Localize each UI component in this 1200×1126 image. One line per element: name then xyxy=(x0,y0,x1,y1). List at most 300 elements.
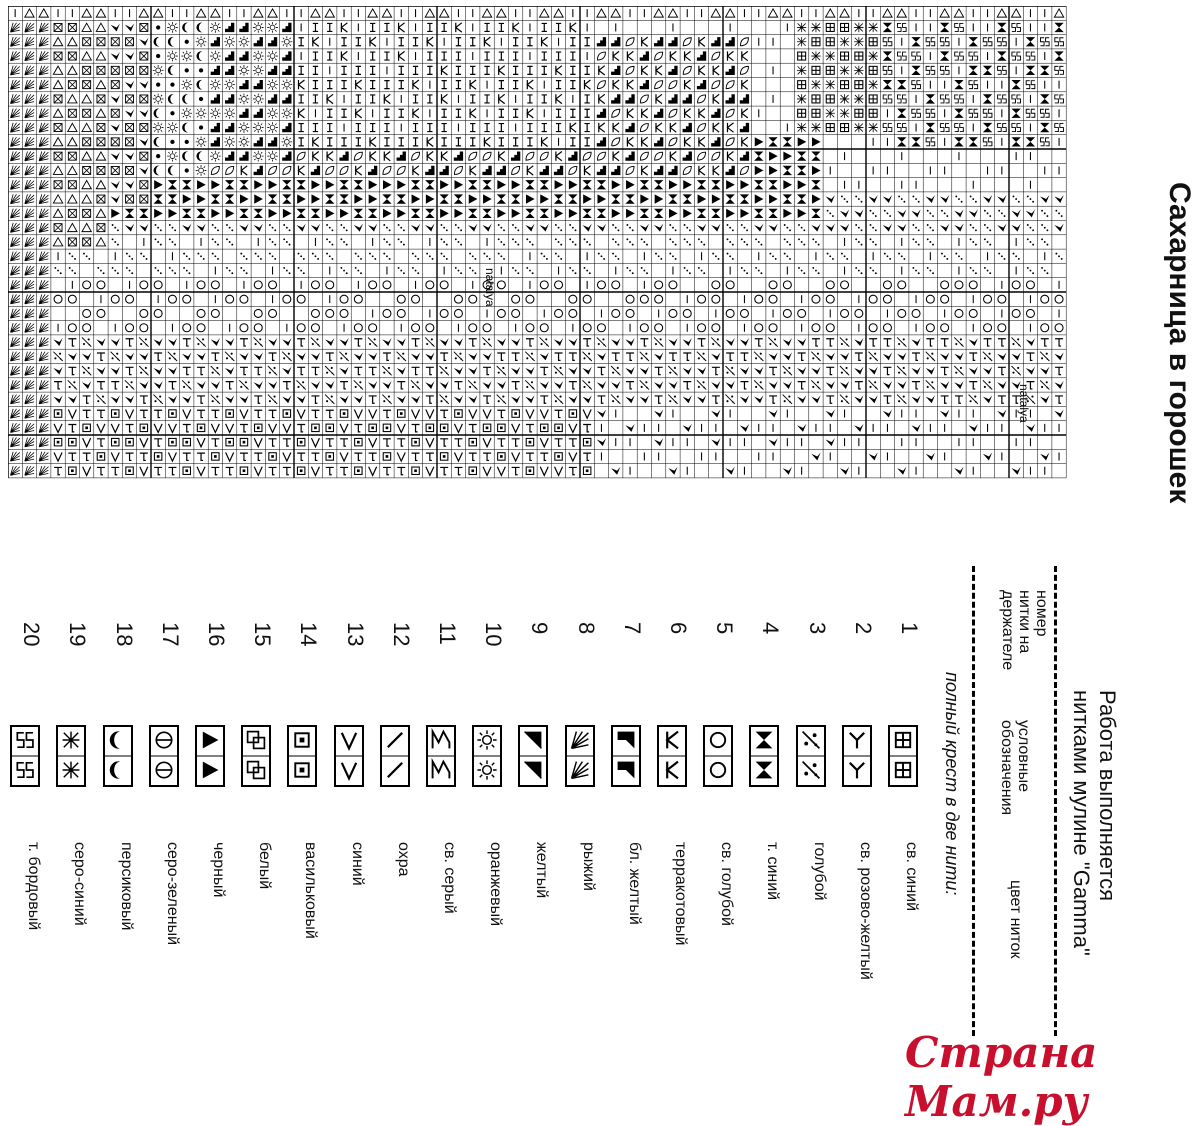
stitch-symbol xyxy=(683,338,692,346)
stitch-symbol xyxy=(39,437,48,446)
stitch-symbol xyxy=(454,382,462,389)
stitch-symbol xyxy=(39,252,48,261)
stitch-symbol xyxy=(499,94,505,103)
stitch-symbol xyxy=(340,382,348,389)
stitch-symbol xyxy=(811,452,820,460)
stitch-symbol xyxy=(897,467,906,475)
stitch-symbol xyxy=(525,209,534,218)
stitch-symbol xyxy=(139,9,148,17)
stitch-symbol xyxy=(468,180,477,189)
stitch-symbol xyxy=(211,395,220,404)
stitch-symbol xyxy=(370,137,376,146)
stitch-symbol xyxy=(540,453,548,460)
stitch-symbol xyxy=(125,81,134,89)
stitch-symbol xyxy=(426,410,434,419)
stitch-symbol xyxy=(670,51,676,60)
stitch-symbol xyxy=(82,195,91,203)
stitch-symbol xyxy=(555,281,563,289)
stitch-symbol xyxy=(941,396,949,403)
stitch-symbol xyxy=(54,23,62,31)
stitch-symbol xyxy=(211,94,220,103)
stitch-symbol xyxy=(340,309,348,317)
stitch-symbol xyxy=(254,166,263,175)
legend-color-name: желтый xyxy=(533,842,550,899)
stitch-symbol xyxy=(125,224,134,232)
stitch-symbol xyxy=(826,195,835,203)
stitch-symbol xyxy=(640,80,649,89)
stitch-symbol xyxy=(627,109,633,118)
stitch-symbol xyxy=(83,324,91,332)
stitch-symbol xyxy=(154,209,163,218)
stitch-symbol xyxy=(1040,380,1049,389)
stitch-symbol xyxy=(10,66,19,75)
stitch-symbol xyxy=(1040,352,1049,361)
stitch-symbol xyxy=(898,253,905,260)
stitch-symbol xyxy=(269,410,277,417)
stitch-symbol xyxy=(697,367,706,375)
stitch-symbol xyxy=(356,66,361,74)
stitch-symbol xyxy=(626,180,635,189)
stitch-symbol xyxy=(685,51,691,60)
legend-symbol-sample xyxy=(888,725,918,787)
stitch-symbol xyxy=(711,9,720,17)
stitch-symbol xyxy=(455,267,462,274)
stitch-symbol xyxy=(482,381,491,389)
stitch-symbol xyxy=(911,424,920,432)
stitch-symbol xyxy=(570,66,575,74)
stitch-symbol xyxy=(812,95,820,103)
stitch-symbol xyxy=(584,95,589,103)
stitch-symbol xyxy=(640,339,648,346)
stitch-symbol xyxy=(740,309,748,317)
stitch-symbol xyxy=(25,66,34,75)
stitch-symbol xyxy=(599,123,605,132)
stitch-symbol xyxy=(399,138,404,146)
stitch-symbol xyxy=(970,195,977,202)
stitch-symbol xyxy=(483,194,492,203)
stitch-symbol xyxy=(356,124,361,132)
stitch-symbol xyxy=(912,52,921,60)
stitch-symbol xyxy=(797,367,806,375)
stitch-symbol xyxy=(870,224,877,231)
stitch-symbol xyxy=(399,38,404,46)
stitch-symbol xyxy=(82,152,91,160)
stitch-symbol xyxy=(426,396,434,403)
stitch-symbol xyxy=(699,109,705,118)
stitch-symbol xyxy=(855,224,862,231)
stitch-symbol xyxy=(454,194,463,203)
stitch-symbol xyxy=(1026,66,1035,75)
stitch-symbol xyxy=(1055,210,1062,217)
stitch-symbol xyxy=(926,380,935,389)
stitch-symbol xyxy=(541,253,548,260)
stitch-symbol xyxy=(897,80,906,89)
stitch-symbol xyxy=(754,224,763,232)
stitch-symbol xyxy=(183,425,191,432)
stitch-symbol xyxy=(441,124,446,132)
stitch-symbol xyxy=(654,9,663,17)
stitch-symbol xyxy=(897,224,906,232)
stitch-symbol xyxy=(527,66,532,74)
stitch-symbol xyxy=(1012,124,1021,132)
stitch-symbol xyxy=(226,438,233,445)
stitch-symbol xyxy=(556,23,561,31)
legend-symbol-sample xyxy=(472,725,502,787)
stitch-symbol xyxy=(597,180,606,189)
stitch-symbol xyxy=(656,66,662,75)
stitch-symbol xyxy=(341,81,346,89)
stitch-symbol xyxy=(297,425,305,432)
stitch-symbol xyxy=(10,423,19,432)
stitch-symbol xyxy=(513,66,518,74)
stitch-symbol xyxy=(369,453,377,460)
stitch-symbol xyxy=(182,123,188,133)
stitch-symbol xyxy=(725,366,734,375)
stitch-symbol xyxy=(540,9,549,17)
stitch-symbol xyxy=(742,109,748,118)
stitch-symbol xyxy=(983,380,992,389)
fan-lines-icon xyxy=(565,725,595,787)
stitch-symbol xyxy=(612,224,619,231)
stitch-symbol xyxy=(555,253,562,260)
legend-number: 4 xyxy=(758,622,783,635)
stitch-symbol xyxy=(698,295,706,303)
stitch-symbol xyxy=(283,238,290,245)
stitch-symbol xyxy=(983,352,992,361)
stitch-symbol xyxy=(311,352,320,360)
stitch-symbol xyxy=(754,380,763,389)
stitch-symbol xyxy=(826,51,835,60)
stitch-symbol xyxy=(282,79,293,90)
k-letter-icon xyxy=(657,725,687,787)
stitch-symbol xyxy=(1027,224,1034,231)
stitch-symbol xyxy=(526,238,533,245)
stitch-symbol xyxy=(83,410,91,417)
stitch-symbol xyxy=(53,238,62,246)
stitch-symbol xyxy=(354,425,362,432)
stitch-symbol xyxy=(39,380,48,389)
stitch-symbol xyxy=(311,410,319,417)
stitch-symbol xyxy=(382,338,391,346)
stitch-symbol xyxy=(740,123,749,132)
stitch-symbol xyxy=(269,253,276,260)
stitch-symbol xyxy=(726,138,734,146)
stitch-symbol xyxy=(670,151,676,160)
stitch-symbol xyxy=(296,380,305,389)
stitch-symbol xyxy=(884,253,891,260)
stitch-symbol xyxy=(111,338,120,346)
stitch-symbol xyxy=(798,109,806,117)
stitch-symbol xyxy=(826,367,834,374)
stitch-symbol xyxy=(153,122,164,133)
stitch-symbol xyxy=(126,195,134,203)
stitch-symbol xyxy=(555,439,563,446)
circle-icon xyxy=(703,725,733,787)
stitch-symbol xyxy=(68,209,76,217)
stitch-symbol xyxy=(82,9,91,17)
stitch-symbol xyxy=(812,137,821,146)
stitch-symbol xyxy=(25,252,34,261)
stitch-symbol xyxy=(512,224,519,231)
stitch-symbol xyxy=(354,194,363,203)
stitch-symbol xyxy=(897,381,906,389)
legend-subheader-text: полный крест в две нити: xyxy=(942,672,962,896)
stitch-symbol xyxy=(855,267,862,274)
stitch-symbol xyxy=(326,467,334,474)
stitch-symbol xyxy=(454,166,462,174)
stitch-symbol xyxy=(253,151,264,162)
stitch-symbol xyxy=(1026,281,1034,289)
stitch-symbol xyxy=(68,223,77,231)
stitch-symbol xyxy=(54,124,62,132)
stitch-symbol xyxy=(327,138,332,146)
stitch-symbol xyxy=(341,51,347,60)
site-watermark: Страна Мам.ру xyxy=(905,1028,1098,1126)
stitch-symbol xyxy=(267,151,278,162)
stitch-symbol xyxy=(483,424,490,431)
stitch-symbol xyxy=(668,467,677,475)
stitch-symbol xyxy=(554,194,563,203)
stitch-symbol xyxy=(855,109,863,117)
stitch-symbol xyxy=(211,381,220,389)
stitch-symbol xyxy=(326,439,334,446)
stitch-symbol xyxy=(897,95,906,103)
stitch-symbol xyxy=(783,381,792,389)
stitch-symbol xyxy=(126,467,133,474)
stitch-symbol xyxy=(840,9,849,17)
stitch-symbol xyxy=(668,166,677,175)
stitch-symbol xyxy=(1026,109,1035,117)
stitch-symbol xyxy=(483,152,491,160)
stitch-symbol xyxy=(740,166,748,174)
stitch-symbol xyxy=(912,109,921,117)
stitch-symbol xyxy=(1041,339,1049,346)
stitch-symbol xyxy=(254,9,263,17)
stitch-symbol xyxy=(39,194,48,203)
stitch-symbol xyxy=(197,253,204,260)
stitch-symbol xyxy=(897,124,906,132)
stitch-symbol xyxy=(1055,38,1064,46)
stitch-symbol xyxy=(954,467,963,475)
stitch-symbol xyxy=(497,381,506,389)
stitch-symbol xyxy=(10,223,19,232)
stitch-symbol xyxy=(210,51,221,62)
stitch-symbol xyxy=(224,137,235,148)
stitch-symbol xyxy=(497,166,506,175)
stitch-symbol xyxy=(96,209,105,217)
stitch-symbol xyxy=(654,109,663,118)
stitch-symbol xyxy=(211,37,220,46)
stitch-symbol xyxy=(25,123,34,132)
stitch-symbol xyxy=(997,195,1006,203)
dot-in-square-icon xyxy=(287,725,317,787)
stitch-symbol xyxy=(526,194,535,203)
stitch-symbol xyxy=(583,339,591,346)
stitch-symbol xyxy=(683,424,692,432)
stitch-symbol xyxy=(712,81,720,89)
stitch-symbol xyxy=(54,424,62,433)
stitch-symbol xyxy=(454,295,462,303)
stitch-symbol xyxy=(868,452,877,460)
stitch-symbol xyxy=(512,382,520,389)
stitch-symbol xyxy=(655,367,663,374)
stitch-symbol xyxy=(154,108,160,118)
stitch-symbol xyxy=(211,338,220,346)
stitch-symbol xyxy=(197,367,205,374)
stitch-symbol xyxy=(111,166,119,174)
stitch-symbol xyxy=(83,309,91,317)
stitch-symbol xyxy=(525,395,534,403)
stitch-symbol xyxy=(811,180,820,189)
stitch-symbol xyxy=(668,66,677,75)
stitch-symbol xyxy=(456,138,461,146)
stitch-symbol xyxy=(498,253,505,260)
stitch-symbol xyxy=(697,224,706,232)
stitch-symbol xyxy=(955,23,964,31)
stitch-symbol xyxy=(868,23,877,32)
stitch-symbol xyxy=(54,438,61,445)
stitch-symbol xyxy=(356,38,361,46)
stitch-symbol xyxy=(812,295,820,303)
stitch-symbol xyxy=(167,51,178,62)
column-header-symbol xyxy=(998,720,1032,815)
stitch-symbol xyxy=(384,81,389,89)
stitch-symbol xyxy=(140,410,148,417)
stitch-symbol xyxy=(370,66,375,74)
stitch-symbol xyxy=(39,137,48,146)
stitch-symbol xyxy=(983,94,992,103)
stitch-symbol xyxy=(126,324,134,332)
stitch-symbol xyxy=(540,224,549,232)
stitch-symbol xyxy=(883,352,892,360)
stitch-symbol xyxy=(497,395,506,404)
stitch-symbol xyxy=(126,138,134,146)
stitch-symbol xyxy=(712,324,720,332)
stitch-symbol xyxy=(283,166,291,174)
stitch-symbol xyxy=(555,453,562,460)
stitch-symbol xyxy=(355,467,362,474)
stitch-symbol xyxy=(327,151,333,160)
stitch-symbol xyxy=(440,281,448,289)
stitch-symbol xyxy=(111,152,120,160)
stitch-symbol xyxy=(969,395,978,404)
stitch-symbol xyxy=(355,267,362,274)
stitch-symbol xyxy=(669,253,676,260)
stitch-symbol xyxy=(513,38,518,46)
stitch-symbol xyxy=(768,352,777,360)
stitch-symbol xyxy=(583,410,591,419)
stitch-symbol xyxy=(325,9,334,17)
stitch-symbol xyxy=(768,438,777,446)
stitch-symbol xyxy=(469,295,477,303)
stitch-symbol xyxy=(613,151,619,160)
stitch-symbol xyxy=(340,267,347,274)
stitch-symbol xyxy=(10,237,19,246)
stitch-symbol xyxy=(854,367,863,375)
stitch-symbol xyxy=(354,339,362,346)
stitch-symbol xyxy=(368,381,377,389)
stitch-symbol xyxy=(268,137,277,146)
stitch-symbol xyxy=(426,253,433,260)
stitch-symbol xyxy=(211,66,220,75)
stitch-symbol xyxy=(170,140,174,144)
stitch-symbol xyxy=(654,410,663,418)
stitch-symbol xyxy=(139,381,148,389)
stitch-symbol xyxy=(340,439,348,446)
stitch-symbol xyxy=(39,323,48,332)
stitch-symbol xyxy=(826,295,834,303)
stitch-symbol xyxy=(454,467,462,474)
stitch-symbol xyxy=(169,438,176,445)
stitch-symbol xyxy=(253,51,264,62)
square-grid-icon xyxy=(888,725,918,787)
stitch-symbol xyxy=(626,267,633,274)
stitch-symbol xyxy=(484,124,489,132)
stitch-symbol xyxy=(53,367,62,375)
stitch-symbol xyxy=(68,181,76,189)
stitch-symbol xyxy=(10,23,19,32)
stitch-symbol xyxy=(454,424,462,433)
stitch-symbol xyxy=(10,437,19,446)
stitch-symbol xyxy=(384,23,389,31)
stitch-symbol xyxy=(997,410,1006,418)
stitch-symbol xyxy=(868,195,877,203)
stitch-symbol xyxy=(840,352,849,360)
stitch-symbol xyxy=(655,194,664,203)
stitch-symbol xyxy=(1026,309,1034,317)
stitch-symbol xyxy=(912,238,919,245)
stitch-symbol xyxy=(883,396,891,403)
stitch-symbol xyxy=(582,224,591,232)
stitch-symbol xyxy=(883,224,892,232)
stitch-symbol xyxy=(399,81,404,89)
stitch-symbol xyxy=(327,81,332,89)
stitch-symbol xyxy=(1011,337,1020,346)
stitch-symbol xyxy=(10,123,19,132)
stitch-symbol xyxy=(512,424,520,433)
stitch-symbol xyxy=(470,95,475,103)
stitch-symbol xyxy=(39,66,48,75)
stitch-symbol xyxy=(10,151,19,160)
stitch-symbol xyxy=(96,238,105,246)
stitch-symbol xyxy=(526,324,534,332)
stitch-symbol xyxy=(625,123,634,132)
stitch-symbol xyxy=(570,109,575,117)
stitch-symbol xyxy=(126,339,134,346)
stitch-symbol xyxy=(599,94,605,103)
stitch-symbol xyxy=(997,381,1006,389)
stitch-symbol xyxy=(82,123,91,131)
stitch-symbol xyxy=(239,122,250,133)
stitch-symbol xyxy=(39,237,48,246)
stitch-symbol xyxy=(168,166,174,176)
stitch-symbol xyxy=(897,137,906,146)
stitch-symbol xyxy=(140,152,148,160)
stitch-symbol xyxy=(82,23,91,31)
stitch-symbol xyxy=(368,9,377,17)
stitch-symbol xyxy=(798,238,805,245)
stitch-symbol xyxy=(25,409,34,418)
snowflake-icon xyxy=(56,725,86,787)
stitch-symbol xyxy=(196,9,205,17)
stitch-symbol xyxy=(413,38,418,46)
stitch-symbol xyxy=(383,224,390,231)
stitch-symbol xyxy=(254,410,262,417)
stitch-symbol xyxy=(383,180,392,189)
stitch-symbol xyxy=(340,410,347,417)
stitch-symbol xyxy=(397,295,405,303)
stitch-symbol xyxy=(397,367,406,375)
